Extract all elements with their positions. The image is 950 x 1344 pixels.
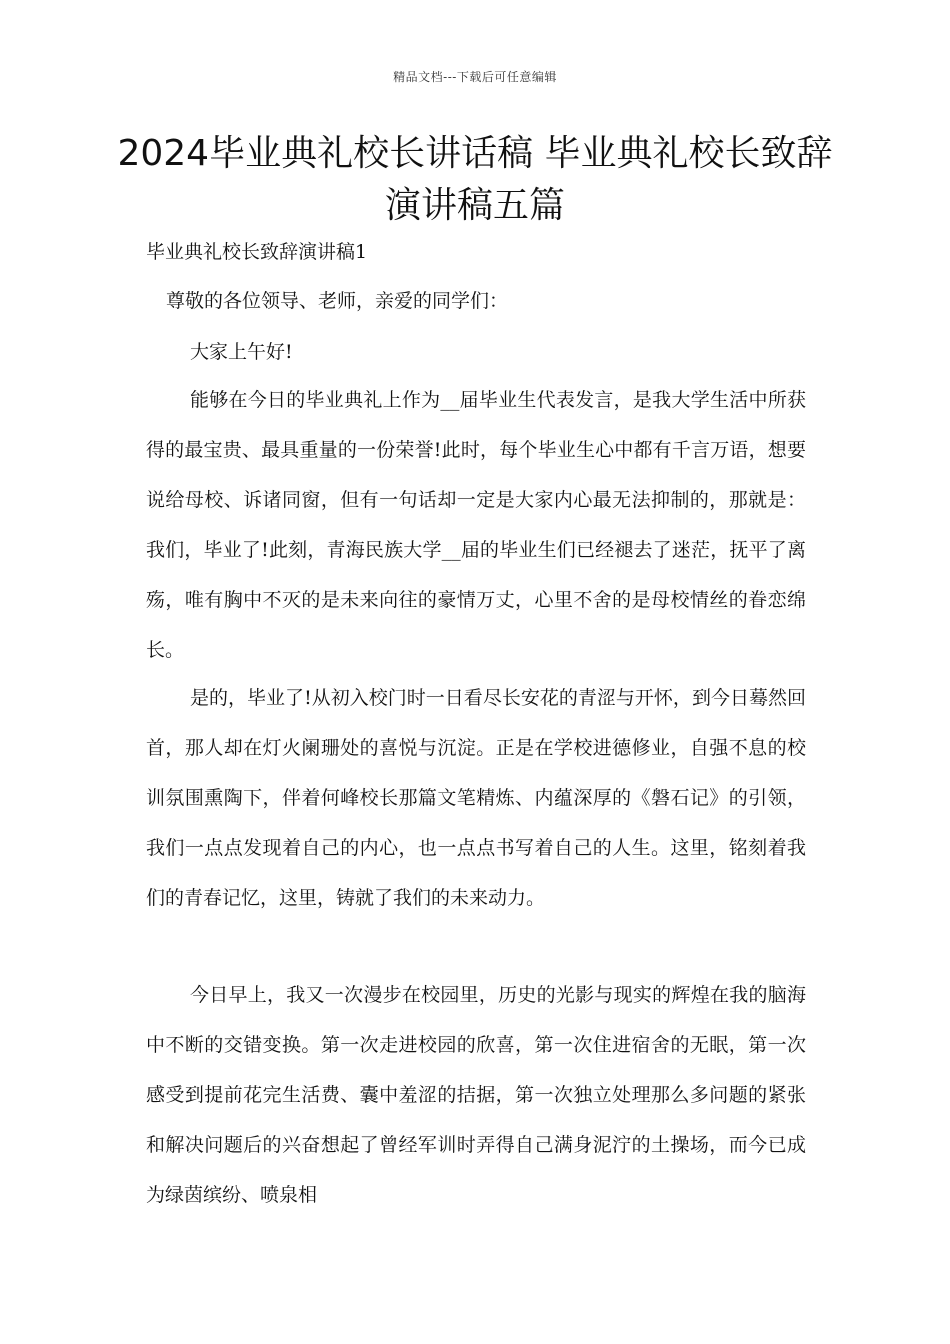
paragraph: 是的，毕业了!从初入校门时一日看尽长安花的青涩与开怀，到今日蓦然回首，那人却在灯火阑珊处的喜悦与沉淀。正是在学校进德修业，自强不息的校训氛围熏陶下，伴着何峰校长那篇文笔精炼、内蕴深厚的《磐石记》的引领，我们一点点发现着自己的内心，也一点点书写着自己的人生。这里，铭刻着我们的青春记忆，这里，铸就了我们的未来动力。 [146, 687, 806, 909]
page-title: 2024毕业典礼校长讲话稿 毕业典礼校长致辞演讲稿五篇 [117, 133, 833, 226]
salutation: 尊敬的各位领导、老师，亲爱的同学们： [166, 290, 509, 312]
paragraph: 今日早上，我又一次漫步在校园里，历史的光影与现实的辉煌在我的脑海中不断的交错变换。第一次走进校园的欣喜，第一次住进宿舍的无眠，第一次感受到提前花完生活费、囊中羞涩的拮据，第一次独立处理那么多问题的紧张和解决问题后的兴奋想起了曾经军训时弄得自己满身泥泞的土操场，而今已成为绿茵缤纷、喷泉相 [146, 984, 806, 1206]
header-note: 精品文档---下载后可任意编辑 [393, 70, 557, 84]
greeting: 大家上午好! [190, 341, 293, 363]
section-heading: 毕业典礼校长致辞演讲稿1 [146, 241, 368, 263]
paragraph: 能够在今日的毕业典礼上作为__届毕业生代表发言，是我大学生活中所获得的最宝贵、最具重量的一份荣誉!此时，每个毕业生心中都有千言万语，想要说给母校、诉诸同窗，但有一句话却一定是大家内心最无法抑制的，那就是：我们，毕业了!此刻，青海民族大学__届的毕业生们已经褪去了迷茫，抚平了离殇，唯有胸中不灭的是未来向往的豪情万丈，心里不舍的是母校情丝的眷恋绵长。 [146, 389, 806, 661]
